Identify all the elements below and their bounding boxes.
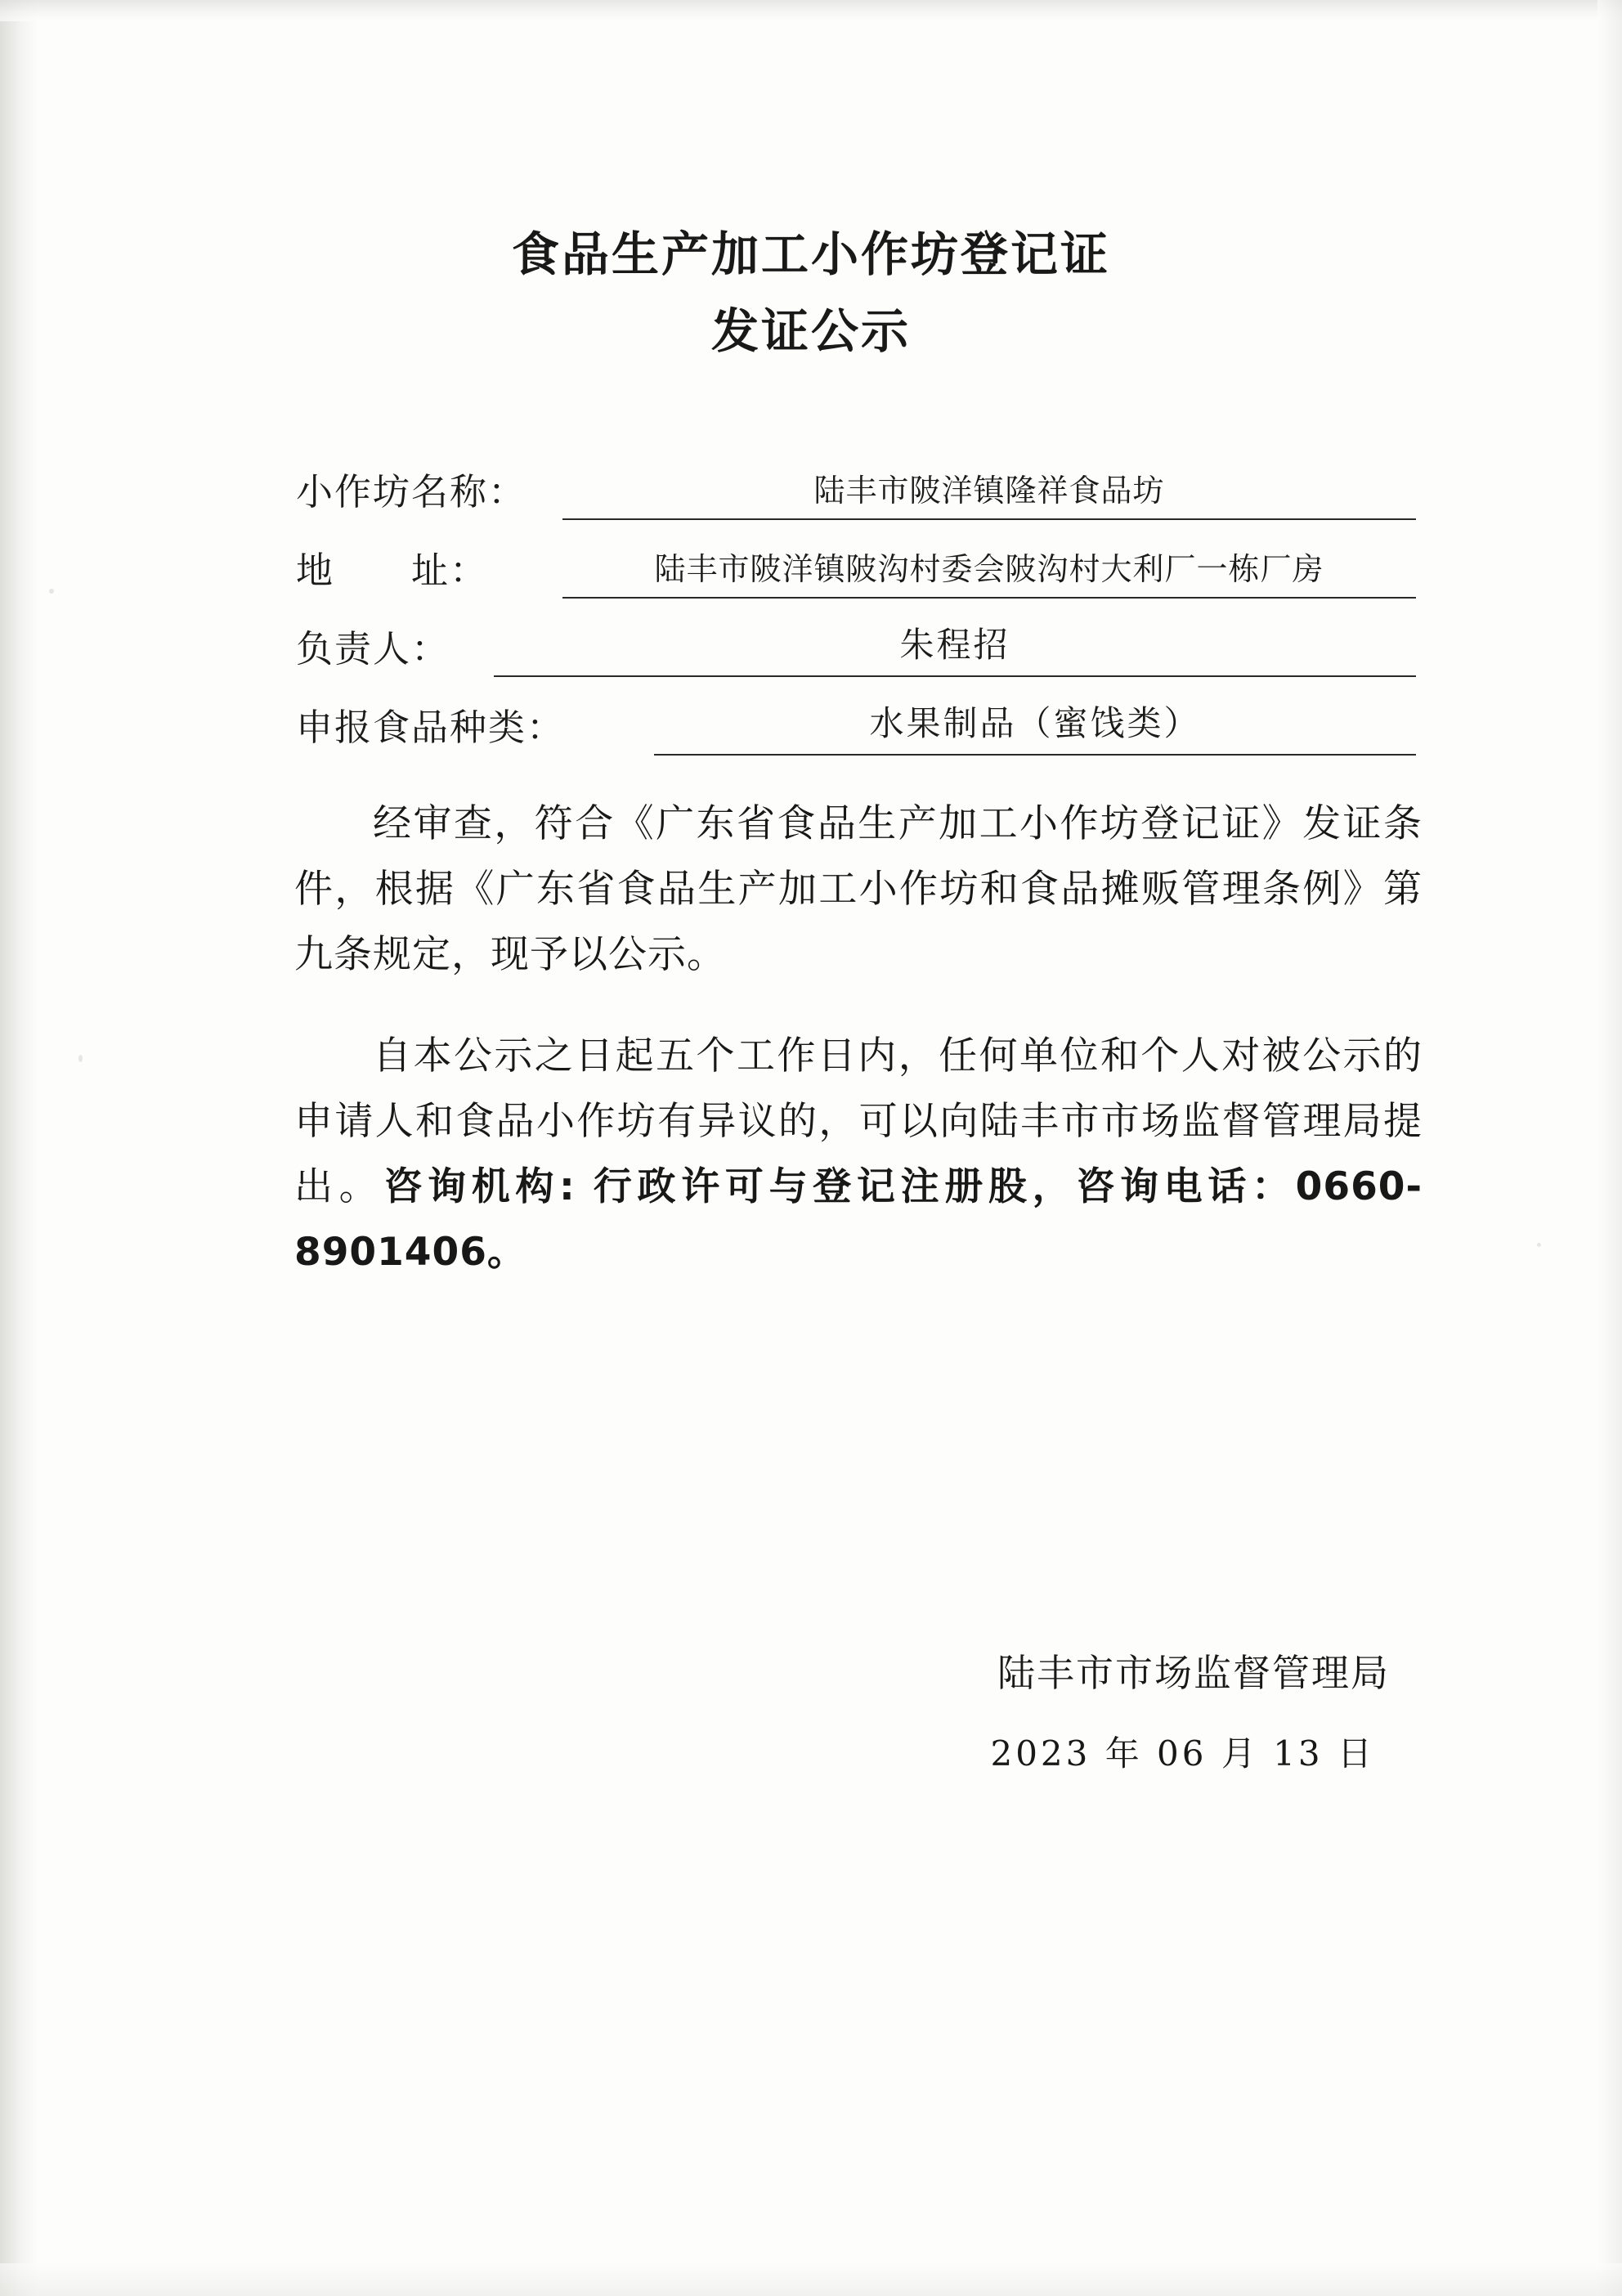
field-underline-food-category bbox=[654, 697, 1416, 756]
signature-block bbox=[0, 1644, 1390, 1776]
field-underline-address bbox=[562, 544, 1416, 599]
signature-organization: 陆丰市市场监督管理局 bbox=[997, 1651, 1390, 1695]
field-label-address: 地 址： bbox=[296, 549, 489, 592]
paragraph-contact-phone: 0660-8901406。 bbox=[294, 1164, 1423, 1275]
field-list bbox=[296, 442, 1416, 756]
field-value-food-category: 水果制品（蜜饯类） bbox=[869, 703, 1201, 743]
field-underline-workshop-name bbox=[562, 465, 1416, 520]
field-value-workshop-name: 陆丰市陂洋镇隆祥食品坊 bbox=[813, 473, 1165, 509]
paragraph-review-conclusion: 经审查，符合《广东省食品生产加工小作坊登记证》发证条件，根据《广东省食品生产加工小作坊和食品摊贩管理条例》第九条规定，现予以公示。 bbox=[294, 801, 1423, 977]
paragraph-contact-emphasis: 咨询机构: 行政许可与登记注册股，咨询电话： bbox=[383, 1164, 1296, 1209]
field-value-responsible-person: 朱程招 bbox=[899, 625, 1010, 665]
field-label-workshop-name: 小作坊名称： bbox=[296, 470, 527, 513]
field-row-responsible-person bbox=[296, 599, 1416, 677]
field-row-workshop-name bbox=[296, 442, 1416, 520]
document-body bbox=[294, 791, 1423, 1310]
paragraph-objection-text: 自本公示之日起五个工作日内，任何单位和个人对被公示的申请人和食品小作坊有异议的，可以向陆丰市市场监督管理局提出。 bbox=[294, 1034, 1423, 1209]
signature-date: 2023 年 06 月 13 日 bbox=[990, 1733, 1375, 1774]
field-row-food-category bbox=[296, 677, 1416, 756]
scan-speck bbox=[1537, 1243, 1541, 1247]
field-row-address bbox=[296, 520, 1416, 599]
title-line-1: 食品生产加工小作坊登记证 bbox=[511, 226, 1110, 282]
paragraph-objection-notice bbox=[294, 1024, 1423, 1285]
scan-speck bbox=[78, 1055, 83, 1062]
field-label-responsible-person: 负责人： bbox=[296, 627, 450, 670]
field-label-food-category: 申报食品种类： bbox=[296, 706, 566, 749]
title-line-2: 发证公示 bbox=[710, 303, 911, 360]
field-value-address: 陆丰市陂洋镇陂沟村委会陂沟村大利厂一栋厂房 bbox=[654, 551, 1324, 587]
scan-speck bbox=[49, 589, 54, 594]
field-underline-responsible-person bbox=[494, 618, 1416, 677]
document-title bbox=[0, 222, 1622, 364]
